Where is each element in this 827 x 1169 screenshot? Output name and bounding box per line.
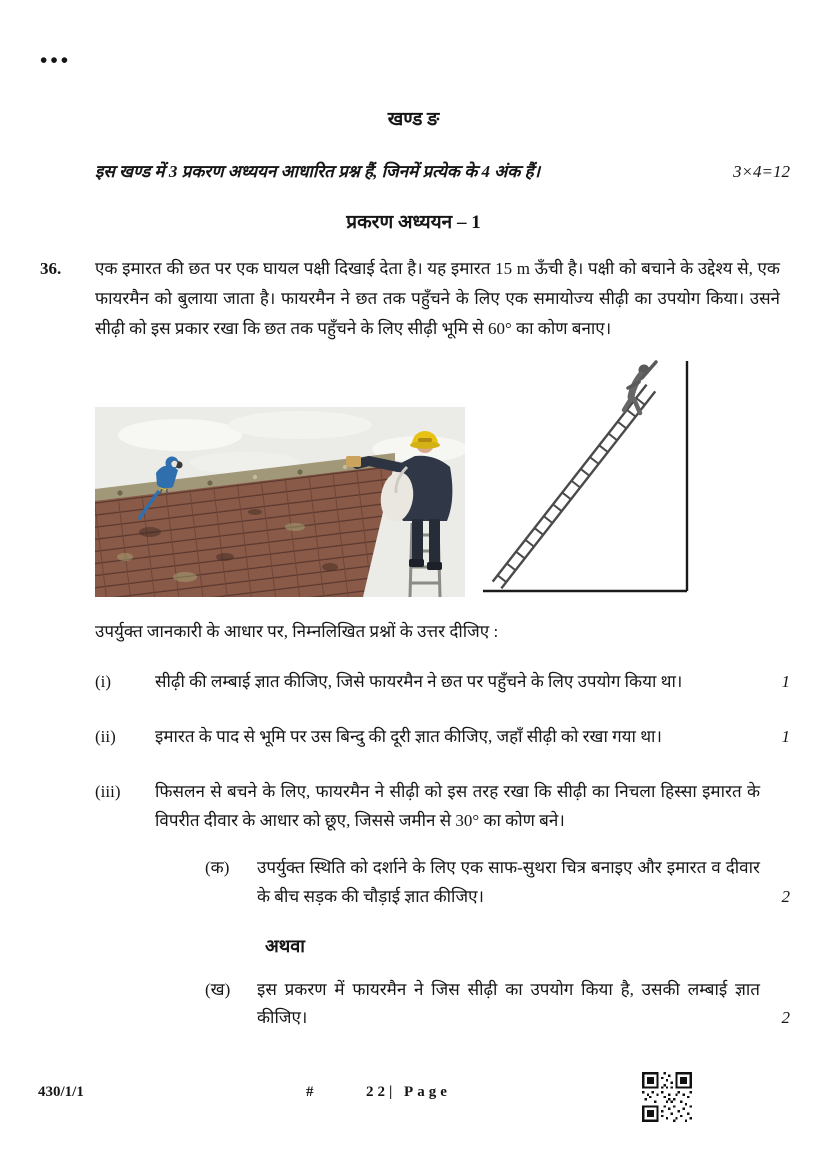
ladder-diagram (481, 357, 693, 597)
part-label: (iii) (95, 782, 121, 802)
case-study-title: प्रकरण अध्ययन – 1 (346, 212, 481, 233)
part-marks: 1 (781, 672, 790, 692)
part-label: (ii) (95, 727, 116, 747)
part-text: सीढ़ी की लम्बाई ज्ञात कीजिए, जिसे फायरमैन ने छत पर पहुँचने के लिए उपयोग किया था। (155, 672, 683, 692)
section-title: खण्ड ङ (387, 109, 440, 130)
footer-hash: # (306, 1084, 314, 1100)
question-figure (95, 357, 827, 597)
part-text: इमारत के पाद से भूमि पर उस बिन्दु की दूरी ज्ञात कीजिए, जहाँ सीढ़ी को रखा गया था। (155, 727, 662, 747)
page-number: 22| Page (366, 1084, 451, 1100)
fireman-photo (95, 407, 465, 597)
part-marks: 1 (781, 727, 790, 747)
section-marks: 3×4=12 (733, 162, 790, 181)
question-36 (40, 254, 780, 343)
instruction-text: उपर्युक्त जानकारी के आधार पर, निम्नलिखित प्रश्नों के उत्तर दीजिए : (95, 622, 499, 642)
subpart-text: उपर्युक्त स्थिति को दर्शाने के लिए एक साफ-सुथरा चित्र बनाइए और इमारत व दीवार के बीच सड़क की चौड़ाई ज्ञात कीजिए। (257, 857, 760, 906)
question-part-ii (95, 723, 790, 752)
part-text: फिसलन से बचने के लिए, फायरमैन ने सीढ़ी को इस तरह रखा कि सीढ़ी का निचला हिस्सा इमारत के विपरीत दीवार के आधार को छूए, जिससे जमीन से 30° का कोण बने। (155, 782, 760, 830)
question-text: एक इमारत की छत पर एक घायल पक्षी दिखाई देता है। यह इमारत 15 m ऊँची है। पक्षी को बचाने के उद्देश्य से, एक फायरमैन को बुलाया जाता है। फायरमैन ने छत तक पहुँचने के लिए एक समायोज्य सीढ़ी का उपयोग किया। उसने सीढ़ी को इस प्रकार रखा कि छत तक पहुँचने के लिए सीढ़ी भूमि से 60° का कोण बनाए। (95, 259, 780, 338)
subpart-label: (क) (205, 857, 230, 877)
subpart-label: (ख) (205, 979, 231, 999)
question-number: 36. (40, 259, 62, 278)
corner-dots: ••• (40, 48, 72, 72)
question-subpart-ka (205, 854, 790, 912)
question-subpart-kha (205, 976, 790, 1034)
paper-code: 430/1/1 (38, 1084, 84, 1100)
section-intro-text: इस खण्ड में 3 प्रकरण अध्ययन आधारित प्रश्न हैं, जिनमें प्रत्येक के 4 अंक हैं। (95, 162, 541, 181)
subpart-marks: 2 (781, 886, 790, 906)
section-intro-row (95, 159, 790, 182)
or-separator: अथवा (265, 935, 305, 956)
diagram-ladder (493, 385, 656, 589)
question-part-i (95, 668, 790, 697)
qr-code (642, 1072, 692, 1122)
question-part-iii (95, 778, 790, 836)
climber-figure (624, 362, 656, 413)
subpart-marks: 2 (781, 1008, 790, 1028)
part-label: (i) (95, 672, 112, 692)
subpart-text: इस प्रकरण में फायरमैन ने जिस सीढ़ी का उपयोग किया है, उसकी लम्बाई ज्ञात कीजिए। (257, 979, 760, 1028)
page-footer (0, 1080, 827, 1150)
